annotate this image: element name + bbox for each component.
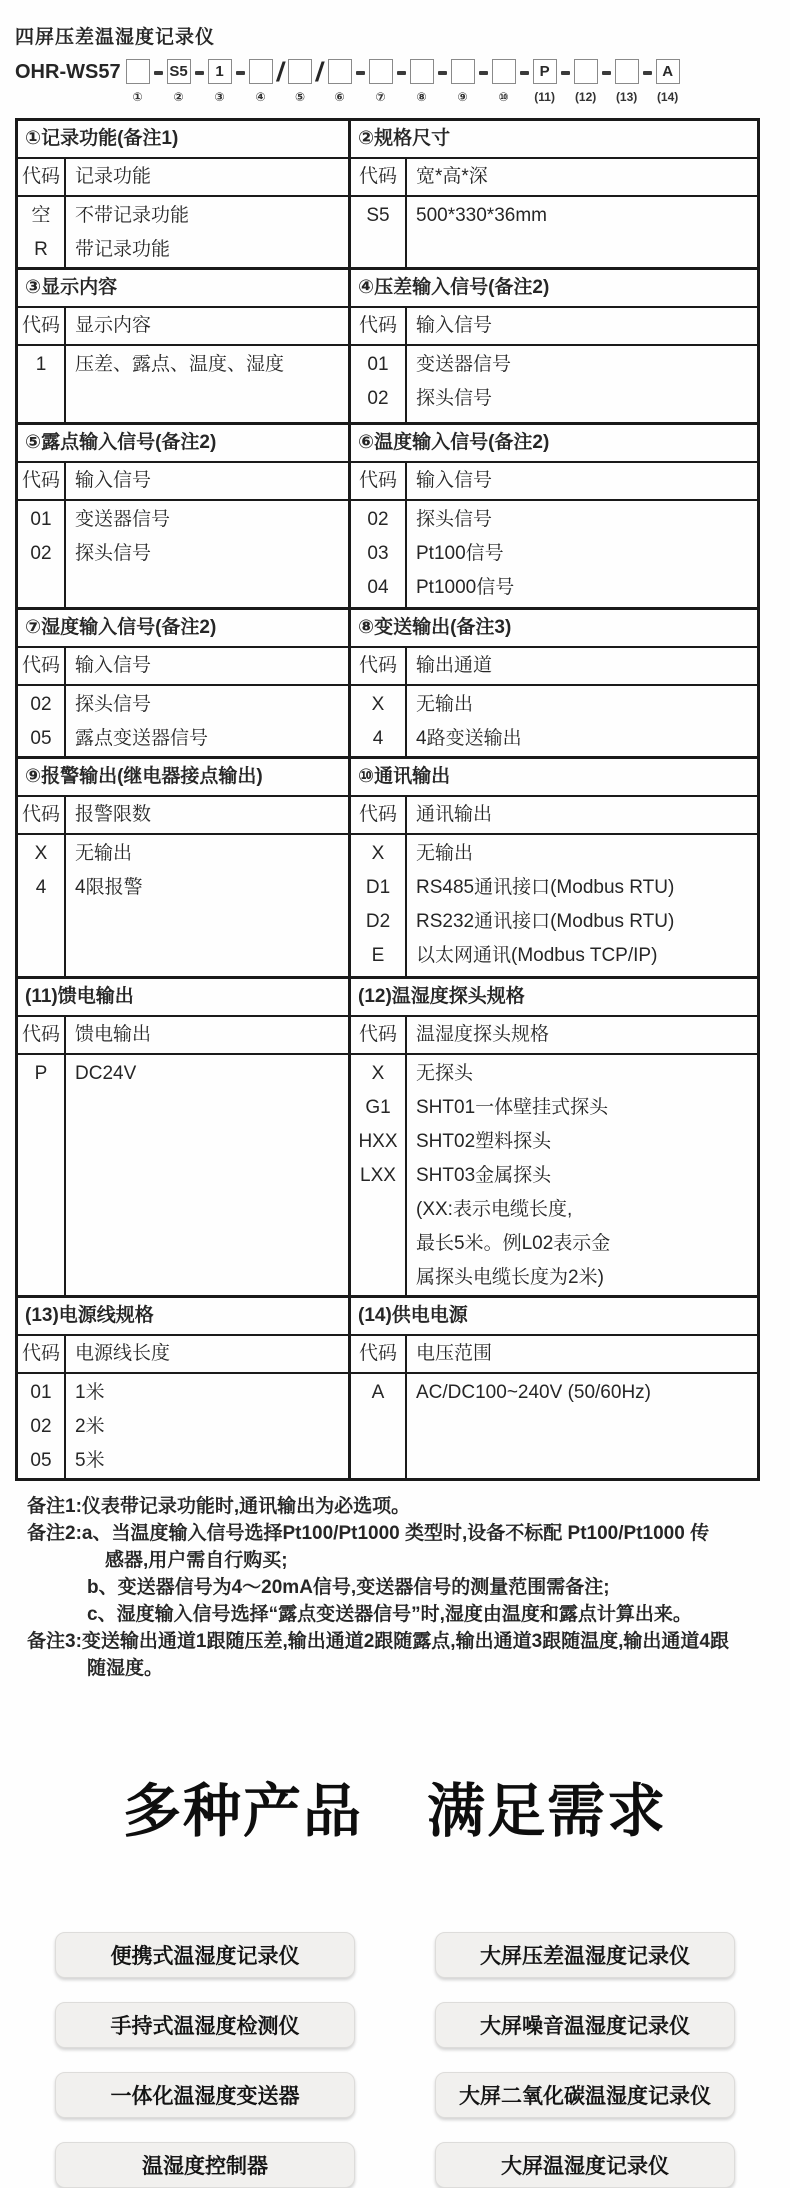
- section-body: [18, 835, 348, 976]
- note-line: 随湿度。: [87, 1658, 164, 1679]
- section-header-row: [18, 648, 348, 686]
- model-separator: [643, 59, 652, 86]
- desc-column-header: 输入信号: [416, 315, 493, 336]
- code-column: [351, 501, 407, 607]
- code-cell: HXX: [358, 1131, 398, 1152]
- dash-glyph: [195, 71, 204, 75]
- code-column: [351, 1055, 407, 1295]
- desc-cell: 变送器信号: [75, 509, 171, 530]
- desc-cell: 500*330*36mm: [416, 205, 547, 226]
- code-cell: R: [34, 239, 48, 260]
- model-box-number: ⑦: [375, 90, 386, 104]
- section-header-row: [351, 463, 757, 501]
- code-cell: [351, 1193, 405, 1227]
- model-items: [124, 59, 682, 104]
- code-column: [351, 1374, 407, 1478]
- spec-section: [18, 425, 348, 607]
- model-box-number: (13): [615, 90, 638, 104]
- desc-column-header: 通讯输出: [416, 804, 493, 825]
- model-box-number: (12): [574, 90, 597, 104]
- desc-column: [407, 346, 757, 422]
- desc-cell: 以太网通讯(Modbus TCP/IP): [416, 945, 658, 966]
- code-cell: G1: [365, 1097, 391, 1118]
- code-cell: X: [371, 843, 385, 864]
- note-line: 备注2:a、当温度输入信号选择Pt100/Pt1000 类型时,设备不标配 Pt100/Pt1000 传: [27, 1523, 710, 1544]
- desc-column: [66, 1374, 348, 1478]
- code-cell: D1: [365, 877, 391, 898]
- section-header-row: [18, 797, 348, 835]
- desc-cell: 最长5米。例L02表示金: [416, 1233, 611, 1254]
- desc-cell: 无探头: [416, 1063, 474, 1084]
- model-box: [574, 59, 598, 84]
- desc-cell: 变送器信号: [416, 354, 512, 375]
- section-title: (11)馈电输出: [18, 979, 348, 1017]
- desc-column: [66, 1055, 348, 1295]
- code-column: [351, 686, 407, 756]
- code-cell: 02: [367, 509, 389, 530]
- desc-cell: Pt100信号: [416, 543, 504, 564]
- code-column-header: 代码: [351, 797, 407, 833]
- desc-column-header: 输入信号: [416, 470, 493, 491]
- spec-section: [348, 979, 757, 1295]
- products-section: [0, 1764, 790, 2188]
- section-title: ②规格尺寸: [351, 121, 757, 159]
- products-heading: [0, 1764, 790, 1848]
- spec-section: [348, 270, 757, 422]
- section-header-row: [351, 648, 757, 686]
- desc-cell: 5米: [75, 1450, 105, 1471]
- code-column: [351, 197, 407, 267]
- notes: [27, 1493, 767, 1682]
- model-box-number: ⑥: [334, 90, 345, 104]
- desc-cell: 4限报警: [75, 877, 143, 898]
- section-body: [351, 686, 757, 756]
- section-header-row: [18, 1336, 348, 1374]
- model-box-column: [492, 59, 516, 104]
- model-box-number: ③: [214, 90, 225, 104]
- code-column: [18, 835, 66, 976]
- section-body: [351, 501, 757, 607]
- desc-cell: 压差、露点、温度、湿度: [75, 354, 285, 375]
- model-box-number: (11): [534, 90, 555, 104]
- section-body: [18, 1374, 348, 1478]
- section-title: ⑧变送输出(备注3): [351, 610, 757, 648]
- table-row-group: [18, 422, 757, 607]
- spec-section: [348, 121, 757, 267]
- spec-section: [18, 121, 348, 267]
- desc-cell: 1米: [75, 1382, 105, 1403]
- note-line: 备注1:仪表带记录功能时,通讯输出为必选项。: [27, 1496, 411, 1517]
- code-column: [18, 197, 66, 267]
- code-cell: 01: [367, 354, 389, 375]
- section-header-row: [18, 308, 348, 346]
- model-box: [492, 59, 516, 84]
- model-box-number: (14): [656, 90, 679, 104]
- desc-cell: DC24V: [75, 1063, 137, 1084]
- desc-column: [407, 1374, 757, 1478]
- code-cell: E: [371, 945, 385, 966]
- section-header-row: [351, 159, 757, 197]
- model-box-column: [249, 59, 273, 104]
- desc-column-header: 电源线长度: [75, 1343, 171, 1364]
- desc-column: [407, 1055, 757, 1295]
- section-title: (12)温湿度探头规格: [351, 979, 757, 1017]
- model-separator: [397, 59, 406, 86]
- desc-column: [66, 501, 348, 607]
- section-body: [18, 1055, 348, 1295]
- desc-cell: SHT02塑料探头: [416, 1131, 552, 1152]
- dash-glyph: [602, 71, 611, 75]
- spec-section: [18, 759, 348, 976]
- section-header-row: [351, 1336, 757, 1374]
- desc-cell: Pt1000信号: [416, 577, 515, 598]
- product-link[interactable]: 手持式温湿度检测仪: [55, 2002, 355, 2048]
- dash-glyph: [236, 71, 245, 75]
- model-box-column: [369, 59, 393, 104]
- code-column-header: 代码: [18, 308, 66, 344]
- model-separator: [274, 57, 287, 87]
- section-title: ⑩通讯输出: [351, 759, 757, 797]
- code-cell: X: [34, 843, 48, 864]
- model-box: P: [533, 59, 557, 84]
- spec-section: [348, 610, 757, 756]
- table-row-group: [18, 1295, 757, 1478]
- model-box: [288, 59, 312, 84]
- code-cell: 03: [367, 543, 389, 564]
- model-separator: [479, 59, 488, 86]
- model-separator: [438, 59, 447, 86]
- code-column-header: 代码: [18, 159, 66, 195]
- spec-table: [15, 118, 760, 1481]
- desc-column-header: 输入信号: [75, 655, 152, 676]
- desc-cell: 探头信号: [416, 388, 493, 409]
- code-column: [18, 501, 66, 607]
- desc-cell: RS485通讯接口(Modbus RTU): [416, 877, 675, 898]
- code-cell: [351, 1261, 405, 1295]
- code-column-header: 代码: [351, 1336, 407, 1372]
- desc-cell: AC/DC100~240V (50/60Hz): [416, 1382, 651, 1403]
- dash-glyph: [154, 71, 163, 75]
- note-line: 备注3:变送输出通道1跟随压差,输出通道2跟随露点,输出通道3跟随温度,输出通道4跟: [27, 1631, 730, 1652]
- slash-glyph: /: [274, 57, 287, 87]
- code-column-header: 代码: [351, 308, 407, 344]
- section-header-row: [18, 1017, 348, 1055]
- desc-column: [407, 197, 757, 267]
- product-link[interactable]: 大屏温湿度记录仪: [435, 2142, 735, 2188]
- table-row-group: [18, 267, 757, 422]
- model-box-number: ①: [132, 90, 143, 104]
- section-title: ③显示内容: [18, 270, 348, 308]
- dash-glyph: [438, 71, 447, 75]
- desc-cell: 属探头电缆长度为2米): [416, 1267, 604, 1288]
- model-box: A: [656, 59, 680, 84]
- section-title: (13)电源线规格: [18, 1298, 348, 1336]
- table-row-group: [18, 607, 757, 756]
- desc-cell: 无输出: [75, 843, 133, 864]
- code-cell: 1: [35, 354, 47, 375]
- dash-glyph: [397, 71, 406, 75]
- code-cell: 05: [30, 728, 52, 749]
- product-link[interactable]: 温湿度控制器: [55, 2142, 355, 2188]
- model-separator: [154, 59, 163, 86]
- model-box-column: [533, 59, 557, 104]
- model-separator: [356, 59, 365, 86]
- code-column: [18, 346, 66, 422]
- product-link[interactable]: 一体化温湿度变送器: [55, 2072, 355, 2118]
- section-body: [18, 686, 348, 756]
- code-column: [351, 346, 407, 422]
- slash-glyph: /: [314, 57, 326, 87]
- section-body: [18, 197, 348, 267]
- desc-column: [407, 686, 757, 756]
- desc-cell: 2米: [75, 1416, 105, 1437]
- desc-cell: 露点变送器信号: [75, 728, 209, 749]
- desc-column-header: 显示内容: [75, 315, 152, 336]
- desc-cell: 不带记录功能: [75, 205, 190, 226]
- model-box: [369, 59, 393, 84]
- dash-glyph: [561, 71, 570, 75]
- model-box-column: [126, 59, 150, 104]
- desc-cell: 无输出: [416, 843, 474, 864]
- code-cell: S5: [366, 205, 390, 226]
- desc-column: [66, 197, 348, 267]
- section-body: [18, 346, 348, 422]
- desc-column: [66, 346, 348, 422]
- code-cell: D2: [365, 911, 391, 932]
- desc-cell: (XX:表示电缆长度,: [416, 1199, 573, 1220]
- section-body: [351, 835, 757, 976]
- section-title: ⑨报警输出(继电器接点输出): [18, 759, 348, 797]
- model-box-column: [574, 59, 598, 104]
- model-box-column: [451, 59, 475, 104]
- note-line: c、湿度输入信号选择“露点变送器信号”时,湿度由温度和露点计算出来。: [87, 1604, 692, 1625]
- section-body: [351, 1055, 757, 1295]
- model-separator: [561, 59, 570, 86]
- model-box-column: [208, 59, 232, 104]
- desc-column-header: 电压范围: [416, 1343, 493, 1364]
- code-cell: 04: [367, 577, 389, 598]
- desc-column: [407, 835, 757, 976]
- model-box-number: ⑧: [416, 90, 427, 104]
- model-box-column: [328, 59, 352, 104]
- desc-column-header: 输入信号: [75, 470, 152, 491]
- code-cell: 4: [372, 728, 384, 749]
- desc-column: [407, 501, 757, 607]
- section-header-row: [351, 308, 757, 346]
- section-title: ⑥温度输入信号(备注2): [351, 425, 757, 463]
- code-column-header: 代码: [351, 159, 407, 195]
- product-link[interactable]: 大屏二氧化碳温湿度记录仪: [435, 2072, 735, 2118]
- code-cell: 01: [30, 1382, 52, 1403]
- section-header-row: [18, 159, 348, 197]
- code-cell: A: [371, 1382, 385, 1403]
- section-body: [18, 501, 348, 607]
- desc-cell: 探头信号: [416, 509, 493, 530]
- model-code-line: [15, 59, 790, 104]
- table-row-group: [18, 756, 757, 976]
- desc-cell: 无输出: [416, 694, 474, 715]
- spec-section: [348, 1298, 757, 1478]
- model-box: [126, 59, 150, 84]
- model-separator: [520, 59, 529, 86]
- code-cell: 02: [30, 694, 52, 715]
- product-grid: [39, 1932, 751, 2188]
- model-box: 1: [208, 59, 232, 84]
- model-box-number: ②: [173, 90, 184, 104]
- model-box: [615, 59, 639, 84]
- desc-column: [66, 686, 348, 756]
- desc-cell: 4路变送输出: [416, 728, 522, 749]
- note-line: 感器,用户需自行购买;: [105, 1550, 288, 1571]
- model-separator: [236, 59, 245, 86]
- spec-section: [348, 759, 757, 976]
- model-box: [328, 59, 352, 84]
- desc-cell: SHT03金属探头: [416, 1165, 552, 1186]
- code-column: [18, 1055, 66, 1295]
- spec-section: [18, 1298, 348, 1478]
- products-heading-left: 多种产品: [122, 1779, 363, 1844]
- model-box-column: [410, 59, 434, 104]
- model-box-column: [656, 59, 680, 104]
- desc-column-header: 报警限数: [75, 804, 152, 825]
- table-row-group: [18, 121, 757, 267]
- desc-cell: 探头信号: [75, 694, 152, 715]
- section-title: (14)供电电源: [351, 1298, 757, 1336]
- model-box-column: [615, 59, 639, 104]
- desc-column-header: 宽*高*深: [416, 166, 488, 187]
- code-column: [18, 1374, 66, 1478]
- model-box-number: ⑤: [295, 90, 306, 104]
- section-title: ⑦湿度输入信号(备注2): [18, 610, 348, 648]
- product-link[interactable]: 大屏压差温湿度记录仪: [435, 1932, 735, 1978]
- desc-cell: 带记录功能: [75, 239, 171, 260]
- code-cell: P: [34, 1063, 48, 1084]
- code-column-header: 代码: [18, 1336, 66, 1372]
- desc-column-header: 馈电输出: [75, 1024, 152, 1045]
- spec-section: [348, 425, 757, 607]
- code-column-header: 代码: [18, 1017, 66, 1053]
- section-header-row: [18, 463, 348, 501]
- model-separator: [195, 59, 204, 86]
- model-box-column: [167, 59, 191, 104]
- code-column: [351, 835, 407, 976]
- code-column-header: 代码: [18, 463, 66, 499]
- dash-glyph: [643, 71, 652, 75]
- desc-column-header: 输出通道: [416, 655, 493, 676]
- model-prefix: OHR-WS57: [15, 61, 121, 83]
- dash-glyph: [479, 71, 488, 75]
- model-box-column: [288, 59, 312, 104]
- code-column-header: 代码: [351, 1017, 407, 1053]
- code-cell: X: [371, 1063, 385, 1084]
- desc-cell: 探头信号: [75, 543, 152, 564]
- code-cell: 空: [31, 205, 51, 226]
- model-box-number: ⑨: [457, 90, 468, 104]
- model-box-number: ⑩: [498, 90, 509, 104]
- product-link[interactable]: 大屏噪音温湿度记录仪: [435, 2002, 735, 2048]
- code-cell: 02: [367, 388, 389, 409]
- spec-section: [18, 610, 348, 756]
- code-cell: 01: [30, 509, 52, 530]
- section-header-row: [351, 1017, 757, 1055]
- code-cell: 4: [35, 877, 47, 898]
- code-column-header: 代码: [18, 797, 66, 833]
- section-body: [351, 346, 757, 422]
- code-column-header: 代码: [351, 648, 407, 684]
- code-cell: 02: [30, 543, 52, 564]
- model-box-number: ④: [255, 90, 266, 104]
- desc-column-header: 记录功能: [75, 166, 152, 187]
- code-cell: 02: [30, 1416, 52, 1437]
- model-box: [451, 59, 475, 84]
- model-separator: [602, 59, 611, 86]
- code-column: [18, 686, 66, 756]
- note-line: b、变送器信号为4～20mA信号,变送器信号的测量范围需备注;: [87, 1577, 610, 1598]
- products-heading-right: 满足需求: [427, 1779, 668, 1844]
- spec-section: [18, 979, 348, 1295]
- dash-glyph: [356, 71, 365, 75]
- desc-cell: RS232通讯接口(Modbus RTU): [416, 911, 675, 932]
- section-title: ①记录功能(备注1): [18, 121, 348, 159]
- page-title: 四屏压差温湿度记录仪: [15, 27, 216, 48]
- model-box: [249, 59, 273, 84]
- code-column-header: 代码: [18, 648, 66, 684]
- code-cell: LXX: [360, 1165, 396, 1186]
- model-separator: [316, 59, 324, 86]
- section-title: ④压差输入信号(备注2): [351, 270, 757, 308]
- section-title: ⑤露点输入信号(备注2): [18, 425, 348, 463]
- desc-cell: SHT01一体壁挂式探头: [416, 1097, 609, 1118]
- table-row-group: [18, 976, 757, 1295]
- desc-column: [66, 835, 348, 976]
- section-header-row: [351, 797, 757, 835]
- desc-column-header: 温湿度探头规格: [416, 1024, 550, 1045]
- code-cell: X: [371, 694, 385, 715]
- code-column-header: 代码: [351, 463, 407, 499]
- spec-section: [18, 270, 348, 422]
- section-body: [351, 197, 757, 267]
- model-box: S5: [167, 59, 191, 84]
- code-cell: 05: [30, 1450, 52, 1471]
- model-box: [410, 59, 434, 84]
- dash-glyph: [520, 71, 529, 75]
- product-link[interactable]: 便携式温湿度记录仪: [55, 1932, 355, 1978]
- code-cell: [351, 1227, 405, 1261]
- section-body: [351, 1374, 757, 1478]
